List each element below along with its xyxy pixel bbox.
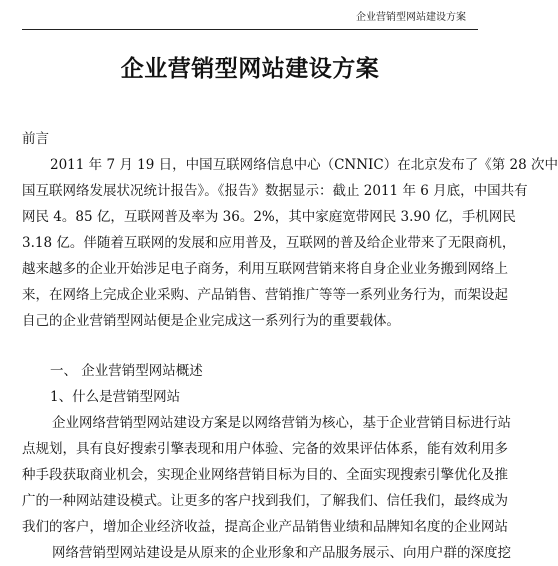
section-line: 网络营销型网站建设是从原来的企业形象和产品服务展示、向用户群的深度挖 (52, 545, 511, 561)
section-line: 种手段获取商业机会，实现企业网络营销目标为目的、全面实现搜索引擎优化及推 (22, 467, 508, 483)
section-line: 企业网络营销型网站建设方案是以网络营销为核心，基于企业营销目标进行站 (52, 415, 511, 431)
section-line: 点规划，具有良好搜索引擎表现和用户体验、完备的效果评估体系，能有效利用多 (22, 441, 508, 457)
document-body (22, 125, 558, 566)
document-title: 企业营销型网站建设方案 (120, 55, 380, 82)
section-line: 广的一种网站建设模式。让更多的客户找到我们，了解我们、信任我们，最终成为 (22, 493, 508, 509)
preface-line: 3.18 亿。伴随着互联网的发展和应用普及，互联网的普及给企业带来了无限商机， (22, 235, 516, 251)
running-header-title: 企业营销型网站建设方案 (356, 12, 466, 23)
section-line: 我们的客户，增加企业经济收益，提高企业产品销售业绩和品牌知名度的企业网站 (22, 519, 508, 535)
paragraph-gap (22, 334, 478, 358)
section-subheading: 1、什么是营销型网站 (50, 389, 181, 405)
preface-line: 越来越多的企业开始涉足电子商务，利用互联网营销来将自身企业业务搬到网络上 (22, 261, 508, 277)
header-rule (22, 29, 478, 30)
preface-line: 2011 年 7 月 19 日，中国互联网络信息中心（CNNIC）在北京发布了《第 28 次中 (50, 157, 558, 173)
preface-line: 自己的企业营销型网站便是企业完成这一系列行为的重要载体。 (22, 313, 400, 329)
preface-line: 网民 4。85 亿，互联网普及率为 36。2%，其中家庭宽带网民 3.90 亿，手机网民 (22, 209, 516, 225)
preface-line: 国互联网络发展状况统计报告》。《报告》数据显示：截止 2011 年 6 月底，中国共有 (22, 183, 528, 199)
running-header (0, 4, 500, 26)
section-heading: 一、 企业营销型网站概述 (50, 363, 203, 379)
preface-line: 来，在网络上完成企业采购、产品销售、营销推广等等一系列业务行为，而架设起 (22, 287, 508, 303)
preface-heading: 前言 (22, 131, 49, 147)
